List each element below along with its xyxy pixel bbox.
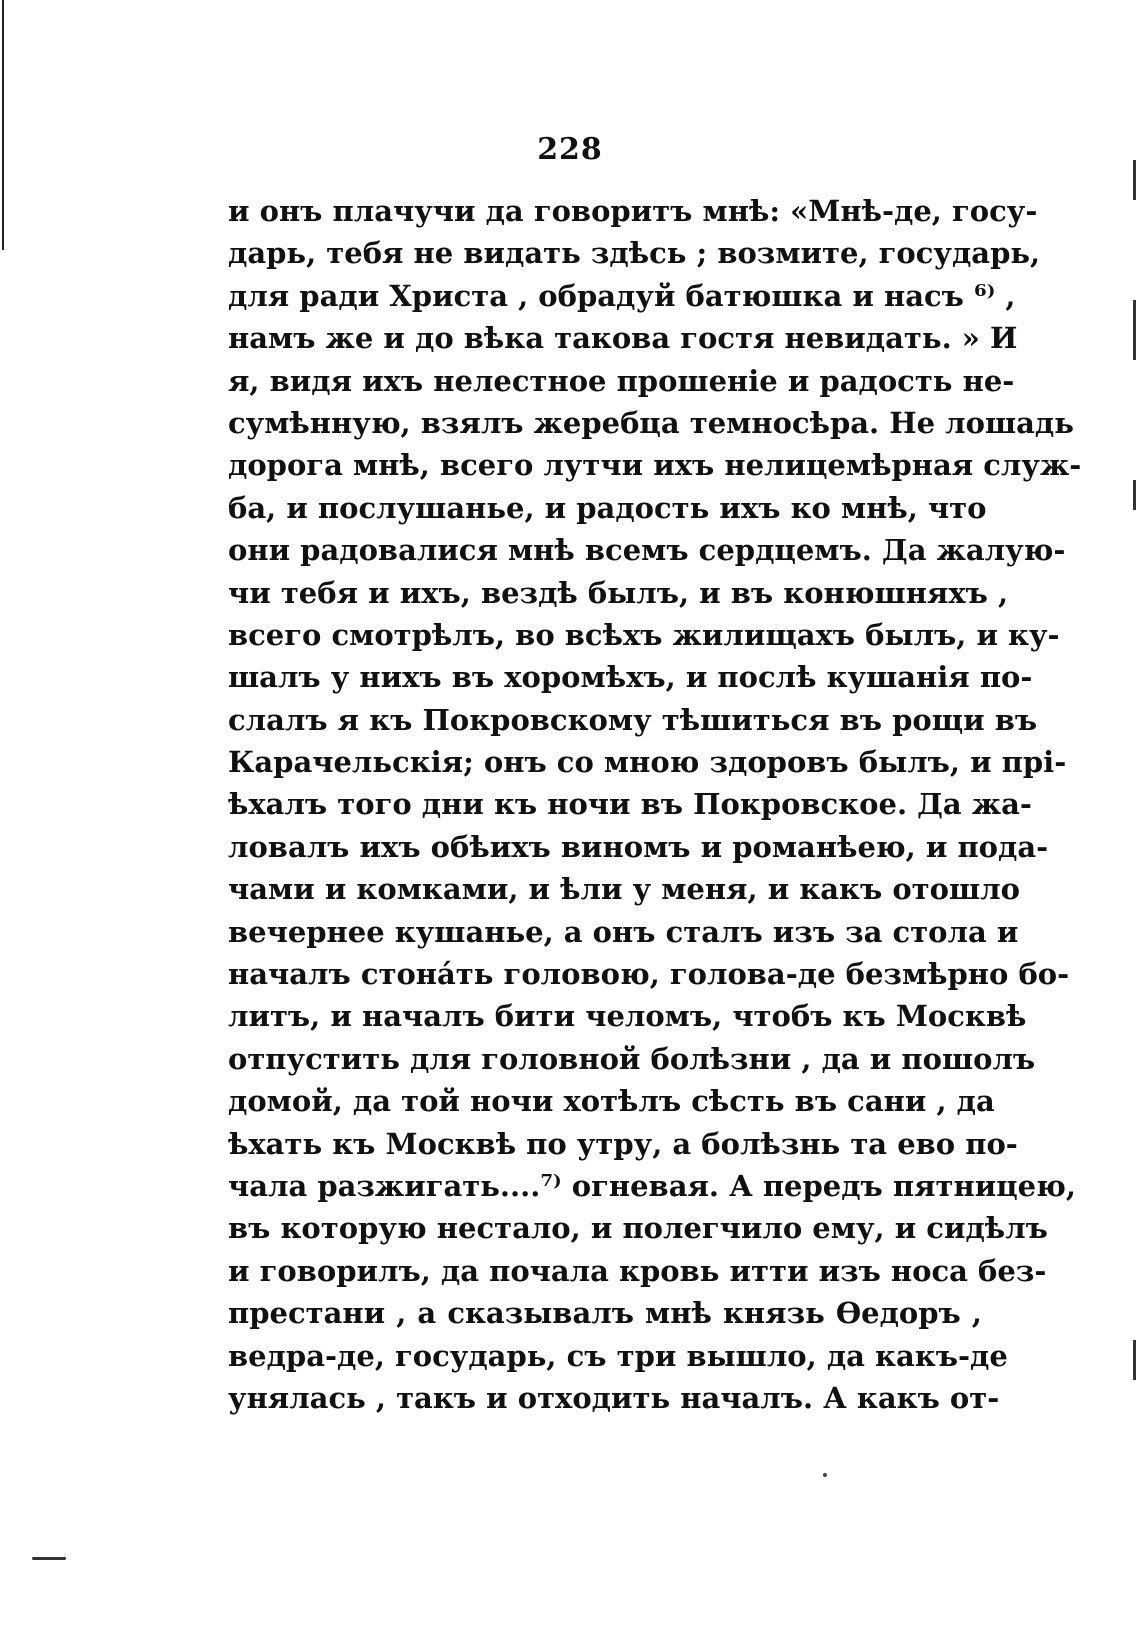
text-line: сумѣнную, взялъ жеребца темносѣра. Не лошадь [228,405,1074,440]
text-line: унялась , такъ и отходить началъ. А какъ от- [228,1380,1000,1415]
text-line: ѣхать къ Москвѣ по утру, а болѣзнь та ево по- [228,1126,1018,1161]
text-line: дарь, тебя не видать здѣсь ; возмите, государь, [228,236,1041,271]
text-line: ловалъ ихъ обѣихъ виномъ и романѣею, и пода- [228,829,1049,864]
text-line: въ которую нестало, и полегчило ему, и сидѣлъ [228,1211,1048,1246]
text-line: Карачельскія; онъ со мною здоровъ былъ, и прі- [228,745,1067,780]
text-line: намъ же и до вѣка такова гостя невидать. » И [228,321,1018,356]
text-line: для ради Христа , обрадуй батюшка и насъ ⁶⁾ , [228,278,1016,313]
text-line: и онъ плачучи да говоритъ мнѣ: «Мнѣ-де, госу- [228,194,1038,228]
text-line: слалъ я къ Покровскому тѣшиться въ рощи въ [228,702,1038,737]
speck [823,1473,827,1477]
text-line: вечернее кушанье, а онъ сталъ изъ за стола и [228,914,1019,949]
text-line: чала разжигать....⁷⁾ огневая. А передъ пятницею, [228,1168,1076,1203]
text-line: домой, да той ночи хотѣлъ сѣсть въ сани , да [228,1084,995,1119]
text-line: чи тебя и ихъ, вездѣ былъ, и въ конюшняхъ , [228,575,1009,610]
text-line: ѣхалъ того дни къ ночи въ Покровское. Да жа- [228,787,1032,822]
text-line: ведра-де, государь, съ три вышло, да какъ-де [228,1338,1008,1373]
text-line: ба, и послушанье, и радость ихъ ко мнѣ, что [228,490,987,525]
body-text [228,190,1082,1419]
scan-mark-right-2 [1133,300,1136,360]
text-line: отпустить для головной болѣзни , да и пошолъ [228,1041,1036,1076]
scan-mark-right-4 [1133,1340,1136,1380]
text-line: чами и комками, и ѣли у меня, и какъ отошло [228,872,1020,907]
text-line: литъ, и началъ бити челомъ, чтобъ къ Москвѣ [228,999,1027,1034]
text-line: началъ стонáть головою, голова-де безмѣрно бо- [228,957,1070,992]
text-line: и говорилъ, да почала кровь итти изъ носа без- [228,1253,1047,1288]
text-line: престани , а сказывалъ мнѣ князь Ѳедоръ , [228,1296,982,1331]
text-line: дорога мнѣ, всего лутчи ихъ нелицемѣрная служ- [228,448,1082,483]
scan-edge-left [2,0,4,250]
scan-mark-left-bottom [32,1557,66,1560]
scan-mark-right-3 [1133,480,1136,510]
text-line: всего смотрѣлъ, во всѣхъ жилищахъ былъ, и ку- [228,617,1060,652]
text-line: они радовалися мнѣ всемъ сердцемъ. Да жалую- [228,533,1066,568]
text-line: шалъ у нихъ въ хоромѣхъ, и послѣ кушанія по- [228,660,1033,695]
text-line: я, видя ихъ нелестное прошеніе и радость не- [228,363,1015,398]
page-number: 228 [537,132,603,167]
